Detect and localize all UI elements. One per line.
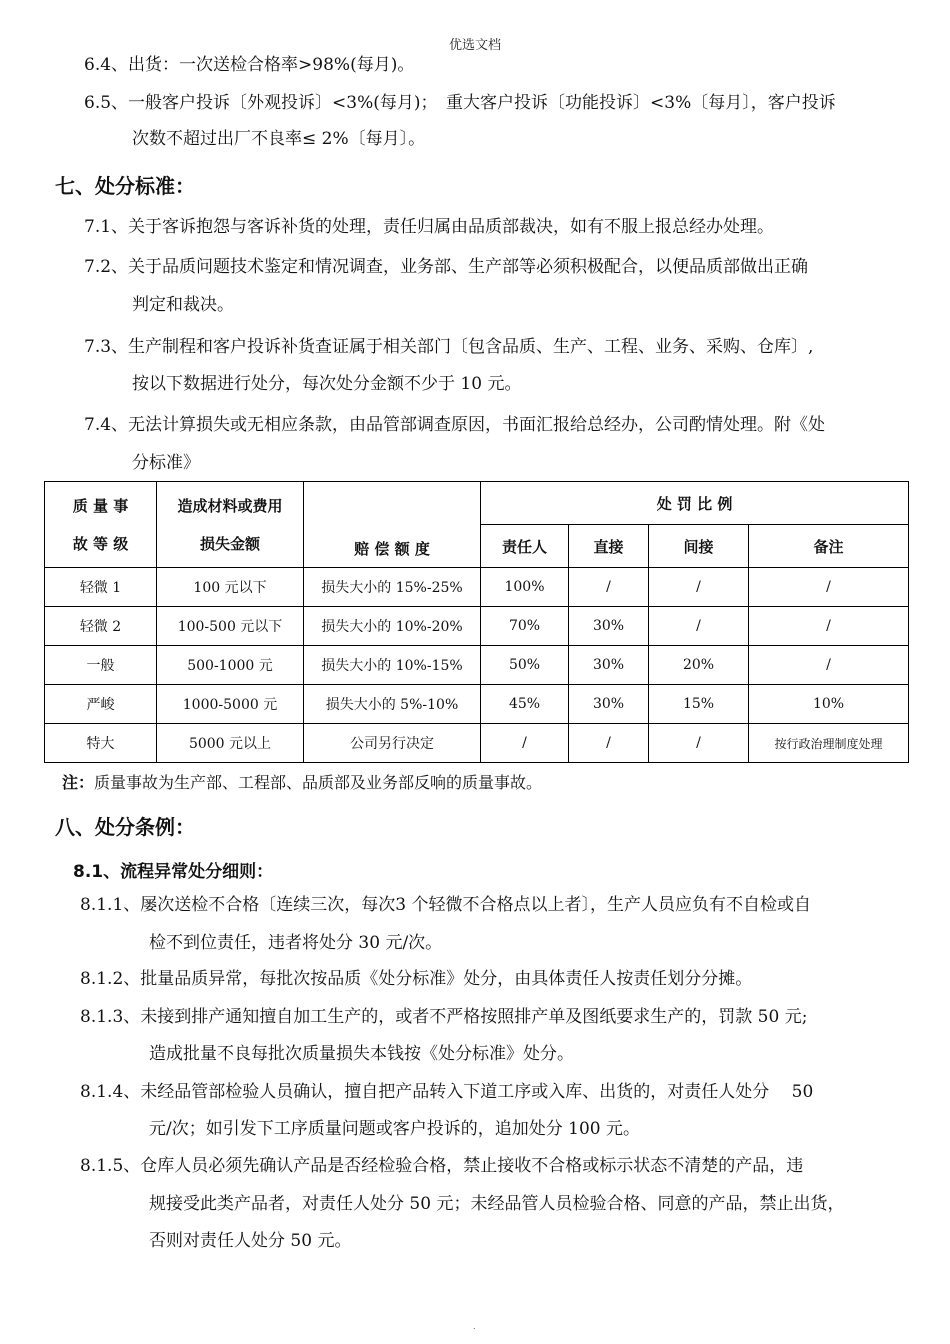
note-text: 质量事故为生产部、工程部、品质部及业务部反响的质量事故。	[94, 773, 543, 792]
clause-8-1-5-line1: 8.1.5、仓库人员必须先确认产品是否经检验合格，禁止接收不合格或标示状态不清楚的产品，违	[80, 1156, 804, 1176]
clause-6-5-line2: 次数不超过出厂不良率≤ 2%〔每月〕。	[132, 129, 426, 149]
cell-compensation: 损失大小的 10%-15%	[304, 646, 481, 685]
header-penalty-ratio: 处 罚 比 例	[481, 482, 909, 525]
header-compensation: 赔 偿 额 度	[304, 482, 481, 568]
table-row	[45, 685, 909, 724]
cell-level: 一般	[45, 646, 157, 685]
clause-7-2-line1: 7.2、关于品质问题技术鉴定和情况调查，业务部、生产部等必须积极配合，以便品质部做出正确	[84, 257, 809, 277]
cell-remark: 按行政治理制度处理	[749, 724, 909, 763]
header-accident-level	[45, 482, 157, 568]
clause-6-5-line1: 6.5、一般客户投诉〔外观投诉〕<3%(每月)； 重大客户投诉〔功能投诉〕<3%〔每月〕，客户投诉	[84, 93, 836, 113]
clause-8-1-3-line2: 造成批量不良每批次质量损失本钱按《处分标准》处分。	[149, 1044, 574, 1064]
page-header: 优选文档	[448, 38, 501, 53]
clause-7-4-line2: 分标准》	[132, 453, 200, 473]
clause-8-1-4-line1: 8.1.4、未经品管部检验人员确认，擅自把产品转入下道工序或入库、出货的，对责任人处分 50	[80, 1082, 814, 1102]
table-row	[45, 646, 909, 685]
cell-compensation: 公司另行决定	[304, 724, 481, 763]
table-row	[45, 724, 909, 763]
cell-level: 特大	[45, 724, 157, 763]
cell-loss: 100-500 元以下	[157, 607, 304, 646]
cell-indirect: /	[649, 724, 749, 763]
cell-responsible: 70%	[481, 607, 569, 646]
clause-8-1-5-line2: 规接受此类产品者，对责任人处分 50 元；未经品管人员检验合格、同意的产品，禁止出货，	[149, 1194, 845, 1214]
header-accident-level-line2: 故 等 级	[72, 534, 129, 553]
section-7-heading: 七、处分标准：	[55, 174, 195, 198]
cell-indirect: /	[649, 568, 749, 607]
table-note	[62, 770, 542, 793]
header-loss-amount-line2: 损失金额	[199, 534, 260, 553]
header-indirect: 间接	[649, 525, 749, 568]
cell-compensation: 损失大小的 10%-20%	[304, 607, 481, 646]
clause-7-1: 7.1、关于客诉抱怨与客诉补货的处理，责任归属由品质部裁决，如有不服上报总经办处理。	[84, 217, 775, 237]
header-loss-amount	[157, 482, 304, 568]
clause-7-3-line1: 7.3、生产制程和客户投诉补货查证属于相关部门〔包含品质、生产、工程、业务、采购、仓库〕,	[84, 337, 814, 357]
cell-loss: 5000 元以上	[157, 724, 304, 763]
clause-8-1-4-line2: 元/次；如引发下工序质量问题或客户投诉的，追加处分 100 元。	[149, 1119, 640, 1139]
note-label: 注：	[62, 773, 95, 792]
cell-direct: /	[569, 568, 649, 607]
cell-indirect: 20%	[649, 646, 749, 685]
cell-direct: 30%	[569, 685, 649, 724]
clause-7-3-line2: 按以下数据进行处分，每次处分金额不少于 10 元。	[132, 374, 522, 394]
clause-7-2-line2: 判定和裁决。	[132, 295, 234, 315]
section-8-heading: 八、处分条例：	[55, 815, 195, 839]
cell-remark: /	[749, 568, 909, 607]
cell-responsible: 45%	[481, 685, 569, 724]
header-accident-level-line1: 质 量 事	[72, 496, 129, 515]
cell-indirect: 15%	[649, 685, 749, 724]
cell-responsible: /	[481, 724, 569, 763]
clause-8-1-5-line3: 否则对责任人处分 50 元。	[149, 1231, 352, 1251]
cell-direct: /	[569, 724, 649, 763]
cell-loss: 500-1000 元	[157, 646, 304, 685]
cell-compensation: 损失大小的 15%-25%	[304, 568, 481, 607]
clause-8-1-1-line2: 检不到位责任，违者将处分 30 元/次。	[149, 933, 443, 953]
clause-8-1-1-line1: 8.1.1、屡次送检不合格〔连续三次，每次3 个轻微不合格点以上者〕，生产人员应负有不自检或自	[80, 895, 811, 915]
header-responsible: 责任人	[481, 525, 569, 568]
penalty-table	[44, 481, 909, 763]
header-loss-amount-line1: 造成材料或费用	[177, 496, 283, 515]
clause-6-4: 6.4、出货：一次送检合格率>98%(每月)。	[84, 55, 415, 75]
cell-level: 轻微 1	[45, 568, 157, 607]
cell-level: 严峻	[45, 685, 157, 724]
header-remark: 备注	[749, 525, 909, 568]
clause-8-1-2: 8.1.2、批量品质异常，每批次按品质《处分标准》处分，由具体责任人按责任划分分摊。	[80, 969, 753, 989]
cell-remark: 10%	[749, 685, 909, 724]
cell-compensation: 损失大小的 5%-10%	[304, 685, 481, 724]
table-row	[45, 568, 909, 607]
subsection-8-1-heading: 8.1、流程异常处分细则：	[73, 862, 274, 882]
table-row	[45, 607, 909, 646]
cell-direct: 30%	[569, 607, 649, 646]
cell-responsible: 100%	[481, 568, 569, 607]
header-direct: 直接	[569, 525, 649, 568]
cell-remark: /	[749, 646, 909, 685]
cell-direct: 30%	[569, 646, 649, 685]
cell-indirect: /	[649, 607, 749, 646]
cell-remark: /	[749, 607, 909, 646]
clause-8-1-3-line1: 8.1.3、未接到排产通知擅自加工生产的，或者不严格按照排产单及图纸要求生产的，罚款 50 元;	[80, 1007, 808, 1027]
cell-loss: 100 元以下	[157, 568, 304, 607]
cell-responsible: 50%	[481, 646, 569, 685]
cell-level: 轻微 2	[45, 607, 157, 646]
cell-loss: 1000-5000 元	[157, 685, 304, 724]
page-footer-mark: .	[473, 1322, 476, 1331]
clause-7-4-line1: 7.4、无法计算损失或无相应条款，由品管部调查原因，书面汇报给总经办，公司酌情处理。附《处	[84, 415, 826, 435]
